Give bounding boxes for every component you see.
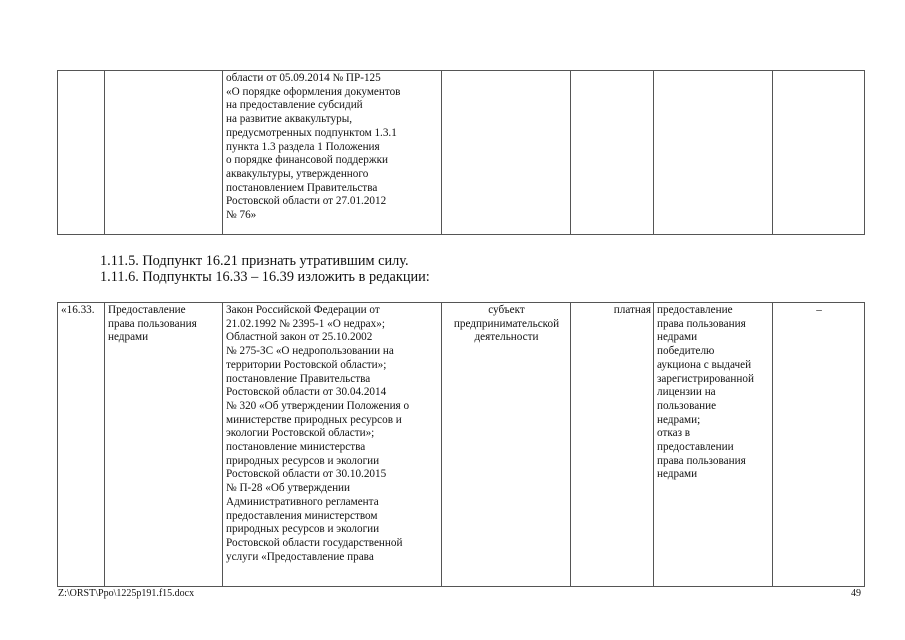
footer-file-path: Z:\ORST\Ppo\1225p191.f15.docx — [58, 588, 195, 599]
cell-service — [105, 71, 223, 235]
cell-legal-basis: области от 05.09.2014 № ПР-125 «О порядке оформления документов на предоставление субсидий на развитие аквакультуры, предусмотренных подпунктом 1.3.1 пункта 1.3 раздела 1 Положения о порядке финансовой поддержки аквакультуры, утвержденного постановлением Правительства Ростовской области от 27.01.2012 № 76» — [223, 71, 442, 235]
cell-legal-basis: Закон Российской Федерации от 21.02.1992 № 2395-1 «О недрах»; Областной закон от 25.10.2002 № 275-ЗС «О недропользовании на территории Ростовской области»; постановление Правительства Ростовской области от 30.04.2014 № 320 «Об утверждении Положения о министерстве природных ресурсов и экологии Ростовской области»; постановление министерства природных ресурсов и экологии Ростовской области от 30.10.2015 № П-28 «Об утверждении Административного регламента предоставления министерством природных ресурсов и экологии Ростовской области государственной услуги «Предоставление права — [223, 303, 442, 587]
cell-payment — [571, 71, 654, 235]
footer-page-number: 49 — [851, 588, 861, 599]
cell-number — [58, 71, 105, 235]
cell-applicant: субъект предпринимательской деятельности — [442, 303, 571, 587]
cell-number: «16.33. — [58, 303, 105, 587]
paragraph-1-11-6: 1.11.6. Подпункты 16.33 – 16.39 изложить в редакции: — [100, 269, 430, 285]
cell-extra: – — [773, 303, 865, 587]
cell-payment: платная — [571, 303, 654, 587]
table-row — [58, 71, 865, 235]
cell-service: Предоставление права пользования недрами — [105, 303, 223, 587]
cell-result: предоставление права пользования недрами победителю аукциона с выдачей зарегистрированной лицензии на пользование недрами; отказ в предоставлении права пользования недрами — [654, 303, 773, 587]
cell-result — [654, 71, 773, 235]
table-row — [58, 303, 865, 587]
table-continued — [57, 70, 865, 235]
cell-extra — [773, 71, 865, 235]
cell-applicant — [442, 71, 571, 235]
paragraph-1-11-5: 1.11.5. Подпункт 16.21 признать утратившим силу. — [100, 253, 409, 269]
table-services — [57, 302, 865, 587]
